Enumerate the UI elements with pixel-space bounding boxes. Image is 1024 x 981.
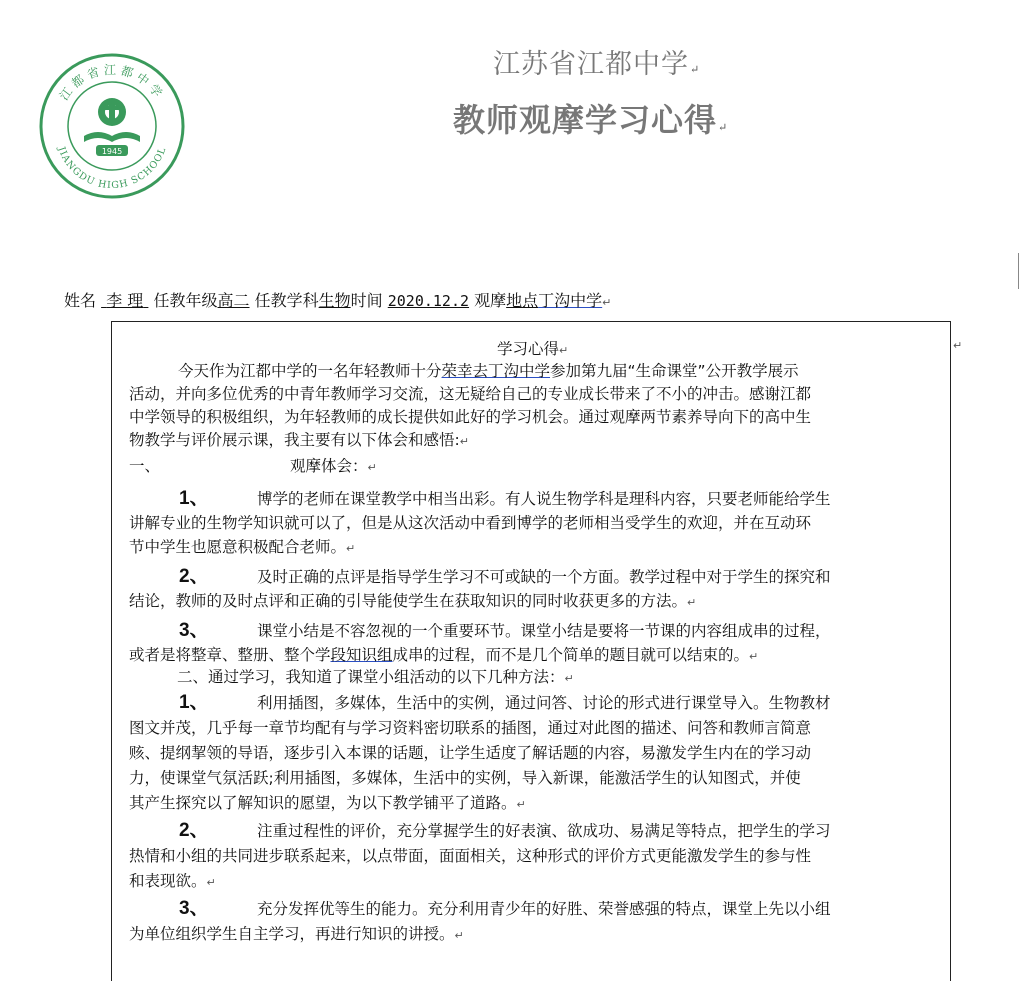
info-line: 姓名 李 理 任教年级高二 任教学科生物时间 2020.12.2 观摩地点丁沟中学↵ [64, 291, 612, 310]
point-1-number: 1、 [179, 488, 209, 509]
method-1-line-4: 力，使课堂气氛活跃;利用插图，多媒体，生活中的实例，导入新课，能激活学生的认知图式，并使 [129, 769, 801, 787]
method-1-number: 1、 [179, 692, 209, 713]
name-value: 李 理 [106, 291, 144, 310]
method-1-line-2: 图文并茂，几乎每一章节均配有与学习资料密切联系的插图，通过对此图的描述、问答和教师言简意 [129, 719, 812, 737]
place-value-b: 丁沟中学 [538, 291, 603, 310]
grade-label: 任教年级 [153, 291, 218, 310]
svg-text:1945: 1945 [101, 147, 123, 156]
intro-line-1: 今天作为江都中学的一名年轻教师十分荣幸去丁沟中学参加第九届“生命课堂”公开教学展示 [178, 362, 799, 380]
content-heading: 学习心得↵ [497, 340, 569, 358]
method-1-line-5: 其产生探究以了解知识的愿望，为以下教学铺平了道路。↵ [129, 794, 526, 812]
method-3-line-1: 充分发挥优等生的能力。充分利用青少年的好胜、荣誉感强的特点，课堂上先以小组 [257, 900, 831, 918]
method-1-line-1: 利用插图，多媒体，生活中的实例，通过问答、讨论的形式进行课堂导入。生物教材 [257, 694, 831, 712]
method-2-line-1: 注重过程性的评价，充分掌握学生的好表演、欲成功、易满足等特点，把学生的学习 [257, 822, 831, 840]
section-1-title: 观摩体会：↵ [290, 457, 377, 475]
point-1-line-1: 博学的老师在课堂教学中相当出彩。有人说生物学科是理科内容，只要老师能给学生 [257, 490, 831, 508]
grade-value: 高二 [217, 291, 250, 310]
school-logo [38, 52, 186, 200]
time-value: 2020.12.2 [387, 292, 470, 310]
point-2-line-2: 结论，教师的及时点评和正确的引导能使学生在获取知识的同时收获更多的方法。↵ [129, 592, 697, 610]
place-value-a: 地点 [506, 291, 539, 310]
intro-line-2: 活动，并向多位优秀的中青年教师学习交流，这无疑给自己的专业成长带来了不小的冲击。感谢江都 [129, 385, 812, 403]
method-3-number: 3、 [179, 898, 209, 919]
section-2-title: 二、通过学习，我知道了课堂小组活动的以下几种方法：↵ [177, 668, 574, 686]
svg-text:江都省江都中学: 江都省江都中学 [56, 63, 168, 103]
method-2-line-3: 和表现欲。↵ [129, 872, 216, 890]
point-1-line-2: 讲解专业的生物学知识就可以了，但是从这次活动中看到博学的老师相当受学生的欢迎，并在互动环 [129, 514, 812, 532]
subject-label: 任教学科 [254, 291, 319, 310]
method-1-line-3: 赅、提纲挈领的导语，逐步引入本课的话题，让学生适度了解话题的内容，易激发学生内在的学习动 [129, 744, 812, 762]
point-1-line-3: 节中学生也愿意积极配合老师。↵ [129, 538, 356, 556]
page-edge-marker [1018, 253, 1021, 289]
point-3-line-2: 或者是将整章、整册、整个学段知识组成串的过程，而不是几个简单的题目就可以结束的。↵ [129, 646, 759, 664]
school-name: 江苏省江都中学↵ [493, 49, 701, 80]
place-label: 观摩 [474, 291, 507, 310]
intro-line-3: 中学领导的积极组织，为年轻教师的成长提供如此好的学习机会。通过观摩两节素养导向下的高中生 [129, 408, 812, 426]
method-2-line-2: 热情和小组的共同进步联系起来，以点带面，面面相关，这种形式的评价方式更能激发学生的参与性 [129, 847, 812, 865]
document-title: 教师观摩学习心得↵ [453, 101, 729, 139]
method-3-line-2: 为单位组织学生自主学习，再进行知识的讲授。↵ [129, 925, 464, 943]
svg-text:JIANGDU HIGH SCHOOL: JIANGDU HIGH SCHOOL [55, 145, 169, 192]
intro-line-4: 物教学与评价展示课，我主要有以下体会和感悟:↵ [129, 431, 469, 449]
section-1-number: 一、 [129, 457, 161, 475]
point-3-line-1: 课堂小结是不容忽视的一个重要环节。课堂小结是要将一节课的内容组成串的过程， [257, 622, 831, 640]
time-label: 时间 [350, 291, 383, 310]
method-2-number: 2、 [179, 820, 209, 841]
point-2-line-1: 及时正确的点评是指导学生学习不可或缺的一个方面。教学过程中对于学生的探究和 [257, 568, 831, 586]
cell-end-marker: ↵ [953, 339, 963, 352]
name-label: 姓名 [64, 291, 97, 310]
point-2-number: 2、 [179, 566, 209, 587]
subject-value: 生物 [318, 291, 351, 310]
point-3-number: 3、 [179, 620, 209, 641]
